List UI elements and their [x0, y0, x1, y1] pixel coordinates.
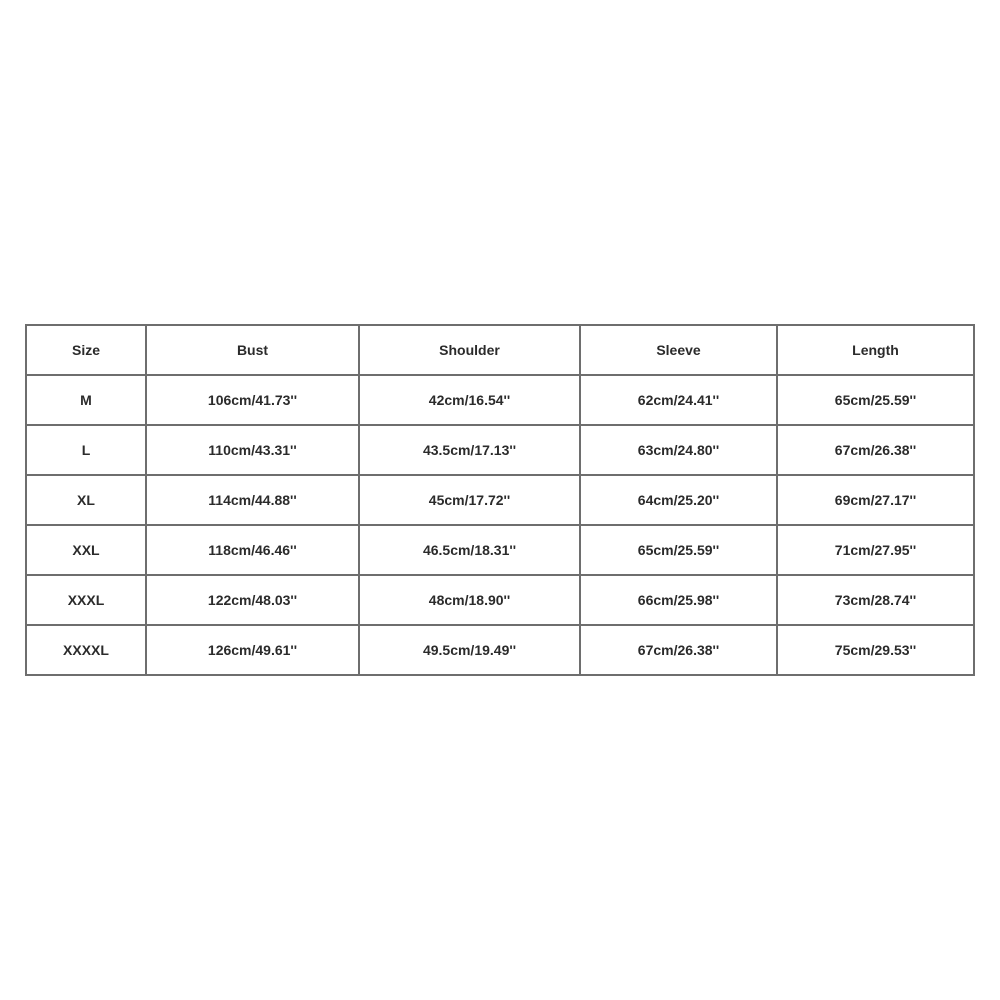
header-length: Length — [777, 325, 974, 375]
cell-length: 73cm/28.74'' — [777, 575, 974, 625]
cell-sleeve: 67cm/26.38'' — [580, 625, 777, 675]
cell-length: 67cm/26.38'' — [777, 425, 974, 475]
cell-shoulder: 43.5cm/17.13'' — [359, 425, 580, 475]
cell-bust: 110cm/43.31'' — [146, 425, 359, 475]
cell-bust: 122cm/48.03'' — [146, 575, 359, 625]
cell-length: 71cm/27.95'' — [777, 525, 974, 575]
size-chart-table — [25, 324, 975, 676]
header-sleeve: Sleeve — [580, 325, 777, 375]
cell-bust: 114cm/44.88'' — [146, 475, 359, 525]
cell-sleeve: 66cm/25.98'' — [580, 575, 777, 625]
cell-length: 69cm/27.17'' — [777, 475, 974, 525]
cell-size: XXXXL — [26, 625, 146, 675]
cell-bust: 106cm/41.73'' — [146, 375, 359, 425]
cell-shoulder: 45cm/17.72'' — [359, 475, 580, 525]
cell-sleeve: 62cm/24.41'' — [580, 375, 777, 425]
table-row — [26, 375, 974, 425]
cell-sleeve: 63cm/24.80'' — [580, 425, 777, 475]
table-row — [26, 525, 974, 575]
cell-bust: 118cm/46.46'' — [146, 525, 359, 575]
cell-sleeve: 65cm/25.59'' — [580, 525, 777, 575]
cell-size: XXXL — [26, 575, 146, 625]
header-size: Size — [26, 325, 146, 375]
cell-size: XL — [26, 475, 146, 525]
cell-shoulder: 46.5cm/18.31'' — [359, 525, 580, 575]
table-row — [26, 625, 974, 675]
cell-sleeve: 64cm/25.20'' — [580, 475, 777, 525]
table-header-row — [26, 325, 974, 375]
cell-bust: 126cm/49.61'' — [146, 625, 359, 675]
cell-size: XXL — [26, 525, 146, 575]
table-row — [26, 575, 974, 625]
cell-shoulder: 42cm/16.54'' — [359, 375, 580, 425]
cell-shoulder: 49.5cm/19.49'' — [359, 625, 580, 675]
table-row — [26, 425, 974, 475]
table-row — [26, 475, 974, 525]
cell-size: L — [26, 425, 146, 475]
cell-length: 75cm/29.53'' — [777, 625, 974, 675]
header-bust: Bust — [146, 325, 359, 375]
header-shoulder: Shoulder — [359, 325, 580, 375]
cell-size: M — [26, 375, 146, 425]
cell-length: 65cm/25.59'' — [777, 375, 974, 425]
cell-shoulder: 48cm/18.90'' — [359, 575, 580, 625]
